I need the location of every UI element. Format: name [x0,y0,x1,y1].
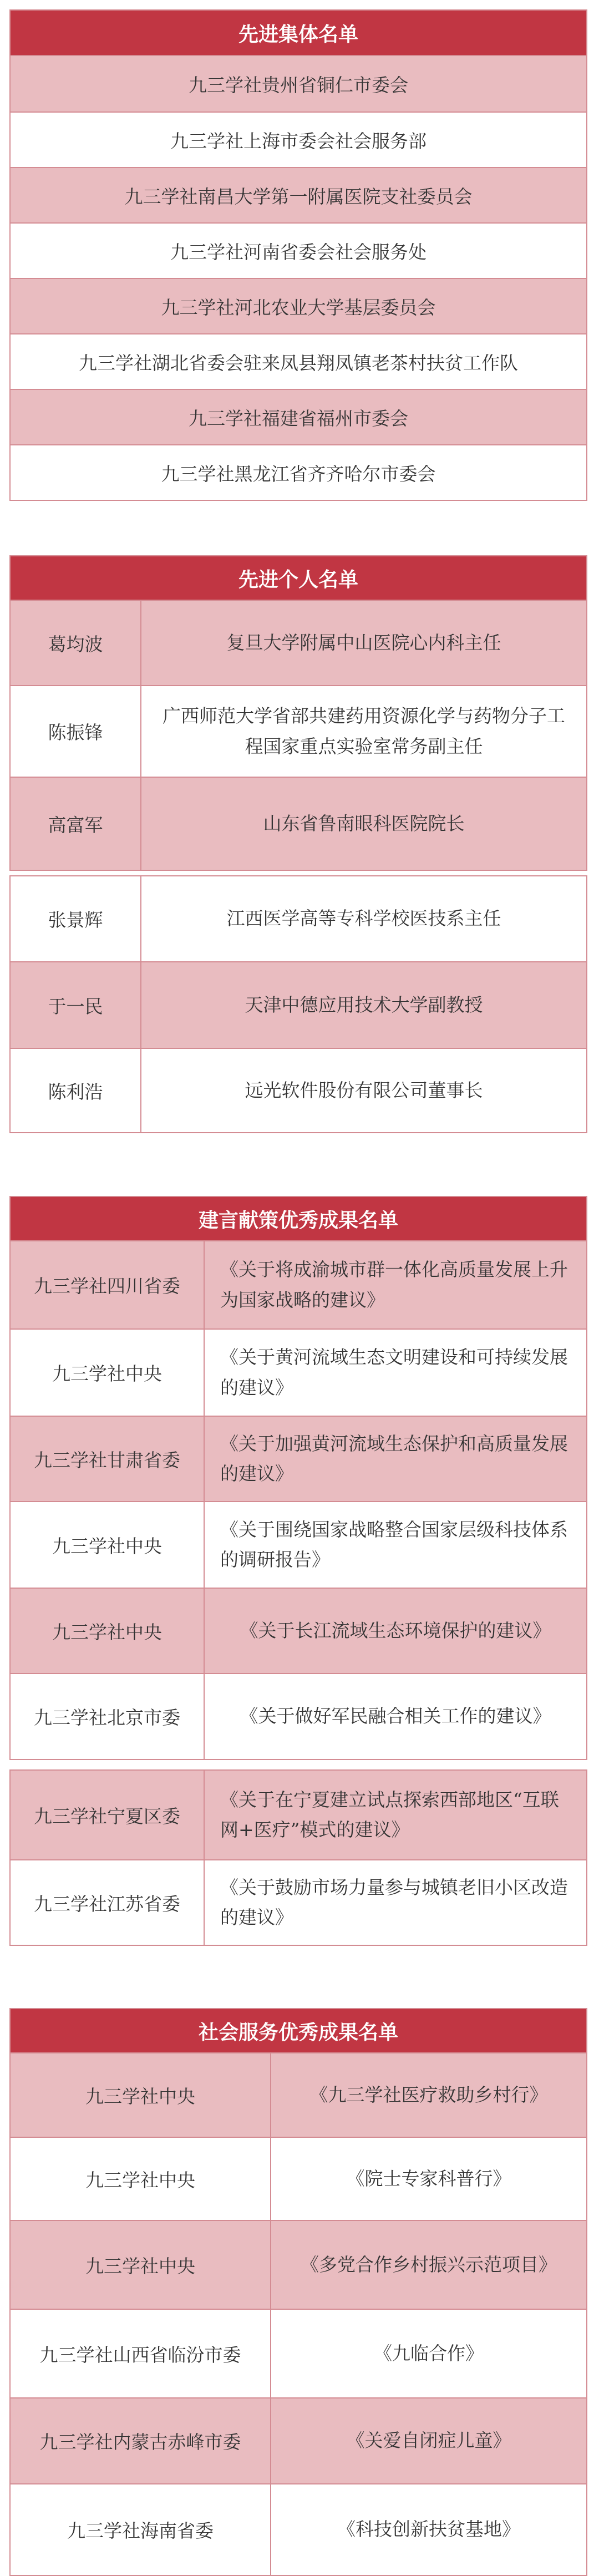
proposals-table-continued [9,1769,587,1946]
table-row [11,876,586,961]
proposals-title: 建言献策优秀成果名单 [11,1197,586,1241]
org-name: 九三学社北京市委 [11,1674,205,1759]
proposal-title: 《关于长江流域生态环境保护的建议》 [240,1619,551,1641]
service-title: 《九三学社医疗救助乡村行》 [309,2083,548,2106]
table-row [11,1588,586,1673]
org-name: 九三学社中央 [11,2221,271,2309]
table-row [11,1673,586,1759]
org-name: 九三学社中央 [11,2138,271,2220]
table-row [11,1416,586,1501]
org-name: 九三学社山西省临汾市委 [11,2310,271,2397]
org-name: 九三学社海南省委 [11,2484,271,2575]
org-name: 九三学社内蒙古赤峰市委 [11,2398,271,2483]
table-row [11,601,586,685]
list-item: 九三学社湖北省委会驻来凤县翔凤镇老茶村扶贫工作队 [11,333,586,389]
proposal-title: 《关于做好军民融合相关工作的建议》 [240,1705,551,1727]
collective-table [9,9,587,501]
list-item: 九三学社福建省福州市委会 [11,389,586,444]
services-table [9,2008,587,2576]
proposal-title: 《关于将成渝城市群一体化高质量发展上升为国家战略的建议》 [220,1259,568,1311]
org-name: 九三学社四川省委 [11,1241,205,1328]
person-title: 广西师范大学省部共建药用资源化学与药物分子工程国家重点实验室常务副主任 [163,705,565,757]
table-row [11,2483,586,2575]
person-name: 高富军 [11,778,141,870]
person-title: 远光软件股份有限公司董事长 [245,1079,483,1101]
person-title: 江西医学高等专科学校医技系主任 [226,907,501,930]
collective-title: 先进集体名单 [11,11,586,56]
person-name: 张景辉 [11,876,141,961]
org-name: 九三学社江苏省委 [11,1860,205,1945]
service-title: 《院士专家科普行》 [346,2167,511,2189]
table-row [11,1328,586,1416]
table-row [11,1048,586,1132]
table-row [11,2137,586,2220]
list-item: 九三学社黑龙江省齐齐哈尔市委会 [11,444,586,500]
service-title: 《关爱自闭症儿童》 [346,2430,511,2452]
org-name: 九三学社中央 [11,2053,271,2137]
proposal-title: 《关于鼓励市场力量参与城镇老旧小区改造的建议》 [220,1876,568,1928]
org-name: 九三学社甘肃省委 [11,1417,205,1501]
list-item: 九三学社贵州省铜仁市委会 [11,56,586,111]
proposals-table [9,1196,587,1760]
proposal-title: 《关于黄河流域生态文明建设和可持续发展的建议》 [220,1346,568,1398]
table-row [11,1501,586,1588]
services-title: 社会服务优秀成果名单 [11,2009,586,2053]
individual-table-continued [9,875,587,1133]
table-row [11,777,586,870]
list-item: 九三学社上海市委会社会服务部 [11,111,586,167]
person-title: 复旦大学附属中山医院心内科主任 [226,631,501,653]
service-title: 《九临合作》 [374,2342,484,2364]
table-row [11,1771,586,1859]
list-item: 九三学社南昌大学第一附属医院支社委员会 [11,167,586,222]
org-name: 九三学社中央 [11,1502,205,1588]
proposal-title: 《关于在宁夏建立试点探索西部地区“互联网+医疗”模式的建议》 [220,1788,559,1840]
table-row [11,1241,586,1328]
person-name: 葛均波 [11,601,141,685]
proposal-title: 《关于围绕国家战略整合国家层级科技体系的调研报告》 [220,1518,568,1570]
table-row [11,2053,586,2137]
table-row [11,2397,586,2483]
table-row [11,2220,586,2309]
proposal-title: 《关于加强黄河流域生态保护和高质量发展的建议》 [220,1432,568,1484]
person-name: 陈利浩 [11,1049,141,1132]
org-name: 九三学社中央 [11,1589,205,1673]
table-row [11,2309,586,2397]
list-item: 九三学社河南省委会社会服务处 [11,222,586,278]
person-name: 于一民 [11,962,141,1048]
table-row [11,685,586,777]
table-row [11,1859,586,1945]
person-name: 陈振锋 [11,686,141,777]
table-row [11,961,586,1048]
person-title: 天津中德应用技术大学副教授 [245,993,483,1016]
list-item: 九三学社河北农业大学基层委员会 [11,278,586,333]
person-title: 山东省鲁南眼科医院院长 [263,812,465,834]
org-name: 九三学社宁夏区委 [11,1771,205,1859]
service-title: 《多党合作乡村振兴示范项目》 [301,2253,557,2275]
individual-table [9,555,587,871]
individual-title: 先进个人名单 [11,556,586,601]
service-title: 《科技创新扶贫基地》 [337,2518,520,2540]
org-name: 九三学社中央 [11,1330,205,1416]
